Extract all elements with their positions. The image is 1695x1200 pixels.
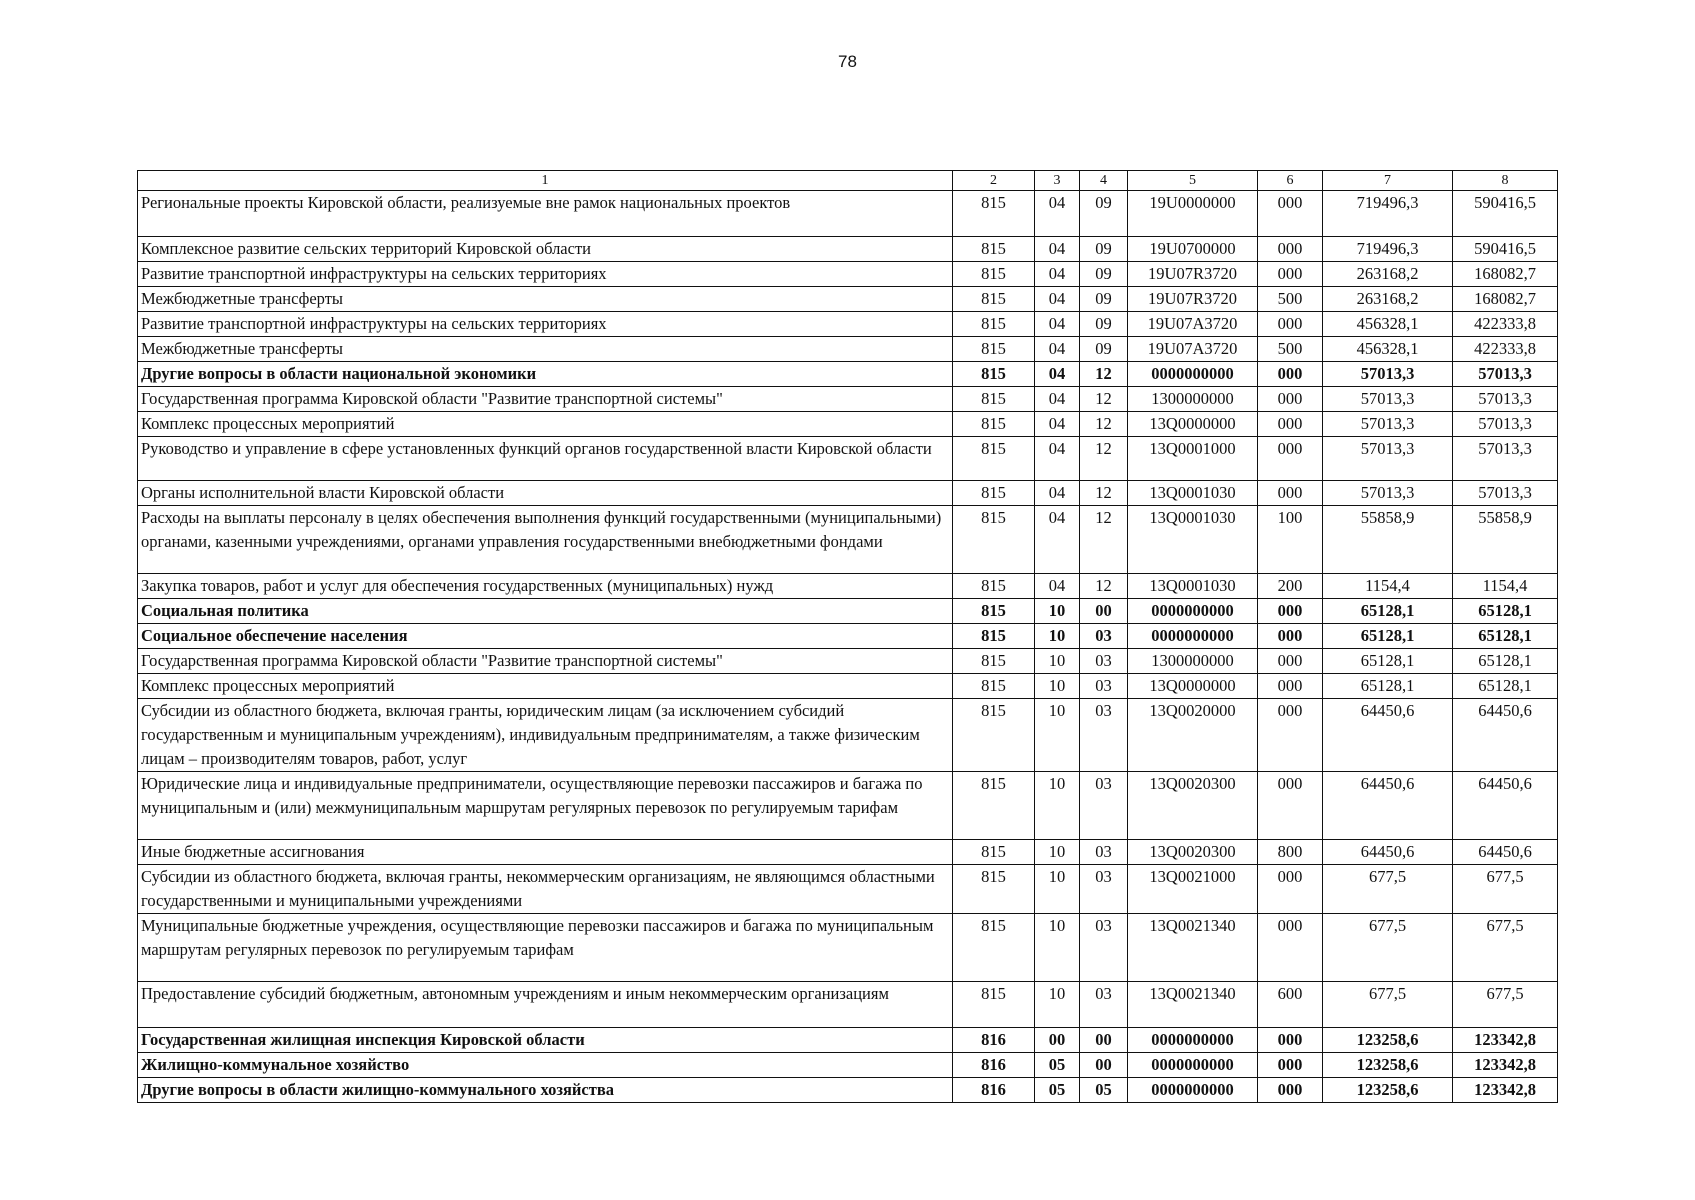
row-name-cell: Расходы на выплаты персоналу в целях обеспечения выполнения функций государственными (муниципальными) органами, казенными учреждениями, органами управления государственными внебюджетными фондами (138, 506, 953, 574)
row-amount-1-cell: 64450,6 (1323, 840, 1453, 865)
row-code-cell: 815 (953, 624, 1035, 649)
row-name-cell: Социальная политика (138, 599, 953, 624)
row-expense-type-cell: 000 (1258, 1078, 1323, 1103)
row-target-article-cell: 19U07A3720 (1128, 337, 1258, 362)
row-target-article-cell: 13Q0000000 (1128, 412, 1258, 437)
table-row (138, 337, 1558, 362)
row-amount-1-cell: 55858,9 (1323, 506, 1453, 574)
row-subsection-cell: 03 (1080, 865, 1128, 914)
row-expense-type-cell: 000 (1258, 481, 1323, 506)
header-cell: 7 (1323, 171, 1453, 191)
row-expense-type-cell: 000 (1258, 237, 1323, 262)
row-name-cell: Комплексное развитие сельских территорий Кировской области (138, 237, 953, 262)
row-amount-2-cell: 590416,5 (1453, 191, 1558, 237)
row-amount-1-cell: 263168,2 (1323, 287, 1453, 312)
row-code-cell: 815 (953, 699, 1035, 772)
row-section-cell: 04 (1035, 481, 1080, 506)
row-section-cell: 05 (1035, 1053, 1080, 1078)
table-row (138, 387, 1558, 412)
row-section-cell: 04 (1035, 191, 1080, 237)
row-amount-1-cell: 65128,1 (1323, 599, 1453, 624)
table-row (138, 914, 1558, 982)
row-name-cell: Другие вопросы в области национальной экономики (138, 362, 953, 387)
row-section-cell: 04 (1035, 362, 1080, 387)
row-name-cell: Государственная программа Кировской области "Развитие транспортной системы" (138, 387, 953, 412)
row-expense-type-cell: 500 (1258, 287, 1323, 312)
row-amount-2-cell: 64450,6 (1453, 840, 1558, 865)
row-expense-type-cell: 000 (1258, 674, 1323, 699)
row-section-cell: 10 (1035, 772, 1080, 840)
row-section-cell: 04 (1035, 262, 1080, 287)
row-subsection-cell: 12 (1080, 437, 1128, 481)
row-target-article-cell: 13Q0001030 (1128, 574, 1258, 599)
row-amount-1-cell: 57013,3 (1323, 481, 1453, 506)
row-amount-1-cell: 57013,3 (1323, 362, 1453, 387)
row-amount-2-cell: 422333,8 (1453, 337, 1558, 362)
row-name-cell: Государственная жилищная инспекция Кировской области (138, 1028, 953, 1053)
row-amount-1-cell: 263168,2 (1323, 262, 1453, 287)
row-expense-type-cell: 000 (1258, 437, 1323, 481)
row-name-cell: Иные бюджетные ассигнования (138, 840, 953, 865)
row-amount-2-cell: 64450,6 (1453, 699, 1558, 772)
row-name-cell: Руководство и управление в сфере установленных функций органов государственной власти Кировской области (138, 437, 953, 481)
row-code-cell: 815 (953, 387, 1035, 412)
row-amount-2-cell: 64450,6 (1453, 772, 1558, 840)
row-expense-type-cell: 000 (1258, 772, 1323, 840)
row-amount-1-cell: 677,5 (1323, 982, 1453, 1028)
row-section-cell: 10 (1035, 865, 1080, 914)
table-row (138, 599, 1558, 624)
row-section-cell: 10 (1035, 624, 1080, 649)
row-target-article-cell: 19U0700000 (1128, 237, 1258, 262)
row-target-article-cell: 0000000000 (1128, 1078, 1258, 1103)
row-amount-2-cell: 590416,5 (1453, 237, 1558, 262)
row-name-cell: Субсидии из областного бюджета, включая гранты, некоммерческим организациям, не являющимся областными государственными и муниципальными учреждениями (138, 865, 953, 914)
row-amount-1-cell: 123258,6 (1323, 1028, 1453, 1053)
row-target-article-cell: 1300000000 (1128, 649, 1258, 674)
row-subsection-cell: 09 (1080, 337, 1128, 362)
row-subsection-cell: 12 (1080, 506, 1128, 574)
row-name-cell: Закупка товаров, работ и услуг для обеспечения государственных (муниципальных) нужд (138, 574, 953, 599)
row-amount-2-cell: 65128,1 (1453, 599, 1558, 624)
row-code-cell: 816 (953, 1078, 1035, 1103)
row-subsection-cell: 03 (1080, 674, 1128, 699)
table-row (138, 287, 1558, 312)
budget-table (137, 170, 1558, 1103)
row-amount-1-cell: 57013,3 (1323, 412, 1453, 437)
table-body (138, 191, 1558, 1103)
table-row (138, 237, 1558, 262)
table-row (138, 262, 1558, 287)
row-amount-2-cell: 168082,7 (1453, 262, 1558, 287)
row-target-article-cell: 0000000000 (1128, 1028, 1258, 1053)
table-row (138, 699, 1558, 772)
row-section-cell: 04 (1035, 574, 1080, 599)
row-amount-2-cell: 65128,1 (1453, 674, 1558, 699)
row-name-cell: Межбюджетные трансферты (138, 287, 953, 312)
table-row (138, 412, 1558, 437)
row-name-cell: Юридические лица и индивидуальные предприниматели, осуществляющие перевозки пассажиров и багажа по муниципальным и (или) межмуниципальным маршрутам регулярных перевозок по регулируемым тарифам (138, 772, 953, 840)
row-subsection-cell: 12 (1080, 574, 1128, 599)
row-code-cell: 815 (953, 191, 1035, 237)
row-amount-2-cell: 65128,1 (1453, 649, 1558, 674)
table-row (138, 191, 1558, 237)
row-amount-2-cell: 65128,1 (1453, 624, 1558, 649)
table-row (138, 481, 1558, 506)
table-row (138, 362, 1558, 387)
row-name-cell: Развитие транспортной инфраструктуры на сельских территориях (138, 312, 953, 337)
header-cell: 5 (1128, 171, 1258, 191)
header-cell: 8 (1453, 171, 1558, 191)
row-amount-2-cell: 422333,8 (1453, 312, 1558, 337)
row-code-cell: 815 (953, 237, 1035, 262)
row-target-article-cell: 13Q0001030 (1128, 506, 1258, 574)
table-row (138, 1028, 1558, 1053)
row-amount-2-cell: 57013,3 (1453, 362, 1558, 387)
row-subsection-cell: 00 (1080, 1028, 1128, 1053)
row-subsection-cell: 09 (1080, 262, 1128, 287)
row-code-cell: 815 (953, 649, 1035, 674)
row-target-article-cell: 13Q0021340 (1128, 914, 1258, 982)
row-target-article-cell: 13Q0001030 (1128, 481, 1258, 506)
row-subsection-cell: 03 (1080, 982, 1128, 1028)
row-expense-type-cell: 000 (1258, 312, 1323, 337)
row-section-cell: 10 (1035, 599, 1080, 624)
table-row (138, 772, 1558, 840)
row-expense-type-cell: 000 (1258, 412, 1323, 437)
row-target-article-cell: 13Q0020000 (1128, 699, 1258, 772)
row-code-cell: 815 (953, 481, 1035, 506)
row-subsection-cell: 00 (1080, 599, 1128, 624)
row-amount-2-cell: 123342,8 (1453, 1028, 1558, 1053)
row-amount-1-cell: 65128,1 (1323, 649, 1453, 674)
table-row (138, 312, 1558, 337)
row-amount-1-cell: 64450,6 (1323, 699, 1453, 772)
row-target-article-cell: 13Q0001000 (1128, 437, 1258, 481)
row-target-article-cell: 0000000000 (1128, 599, 1258, 624)
row-amount-1-cell: 57013,3 (1323, 387, 1453, 412)
header-cell: 2 (953, 171, 1035, 191)
table-row (138, 506, 1558, 574)
row-section-cell: 04 (1035, 412, 1080, 437)
row-expense-type-cell: 800 (1258, 840, 1323, 865)
row-code-cell: 816 (953, 1028, 1035, 1053)
table-row (138, 437, 1558, 481)
row-subsection-cell: 03 (1080, 649, 1128, 674)
row-expense-type-cell: 000 (1258, 865, 1323, 914)
row-code-cell: 815 (953, 412, 1035, 437)
row-amount-2-cell: 168082,7 (1453, 287, 1558, 312)
row-name-cell: Жилищно-коммунальное хозяйство (138, 1053, 953, 1078)
row-target-article-cell: 0000000000 (1128, 624, 1258, 649)
row-code-cell: 816 (953, 1053, 1035, 1078)
row-amount-1-cell: 456328,1 (1323, 312, 1453, 337)
row-section-cell: 04 (1035, 337, 1080, 362)
row-expense-type-cell: 000 (1258, 1053, 1323, 1078)
row-subsection-cell: 03 (1080, 840, 1128, 865)
row-amount-1-cell: 677,5 (1323, 914, 1453, 982)
row-expense-type-cell: 600 (1258, 982, 1323, 1028)
row-expense-type-cell: 000 (1258, 624, 1323, 649)
row-amount-2-cell: 123342,8 (1453, 1053, 1558, 1078)
row-amount-1-cell: 65128,1 (1323, 624, 1453, 649)
row-expense-type-cell: 500 (1258, 337, 1323, 362)
table-row (138, 624, 1558, 649)
row-amount-2-cell: 57013,3 (1453, 437, 1558, 481)
table-header-row (138, 171, 1558, 191)
row-name-cell: Муниципальные бюджетные учреждения, осуществляющие перевозки пассажиров и багажа по муниципальным маршрутам регулярных перевозок по регулируемым тарифам (138, 914, 953, 982)
row-subsection-cell: 09 (1080, 312, 1128, 337)
header-cell: 4 (1080, 171, 1128, 191)
row-subsection-cell: 12 (1080, 362, 1128, 387)
row-name-cell: Государственная программа Кировской области "Развитие транспортной системы" (138, 649, 953, 674)
row-name-cell: Органы исполнительной власти Кировской области (138, 481, 953, 506)
row-subsection-cell: 09 (1080, 237, 1128, 262)
row-expense-type-cell: 000 (1258, 191, 1323, 237)
row-code-cell: 815 (953, 437, 1035, 481)
row-target-article-cell: 13Q0021000 (1128, 865, 1258, 914)
row-expense-type-cell: 100 (1258, 506, 1323, 574)
row-section-cell: 04 (1035, 312, 1080, 337)
row-target-article-cell: 0000000000 (1128, 362, 1258, 387)
row-subsection-cell: 03 (1080, 624, 1128, 649)
row-section-cell: 00 (1035, 1028, 1080, 1053)
row-expense-type-cell: 000 (1258, 599, 1323, 624)
table-row (138, 574, 1558, 599)
row-subsection-cell: 09 (1080, 287, 1128, 312)
row-code-cell: 815 (953, 337, 1035, 362)
row-expense-type-cell: 000 (1258, 387, 1323, 412)
row-amount-1-cell: 719496,3 (1323, 237, 1453, 262)
row-section-cell: 10 (1035, 699, 1080, 772)
row-section-cell: 10 (1035, 649, 1080, 674)
header-cell: 1 (138, 171, 953, 191)
table-row (138, 674, 1558, 699)
row-name-cell: Предоставление субсидий бюджетным, автономным учреждениям и иным некоммерческим организациям (138, 982, 953, 1028)
row-code-cell: 815 (953, 287, 1035, 312)
row-subsection-cell: 03 (1080, 914, 1128, 982)
row-target-article-cell: 13Q0020300 (1128, 772, 1258, 840)
row-name-cell: Комплекс процессных мероприятий (138, 674, 953, 699)
row-section-cell: 05 (1035, 1078, 1080, 1103)
row-amount-2-cell: 1154,4 (1453, 574, 1558, 599)
row-amount-2-cell: 57013,3 (1453, 387, 1558, 412)
row-section-cell: 10 (1035, 840, 1080, 865)
row-amount-2-cell: 677,5 (1453, 914, 1558, 982)
row-code-cell: 815 (953, 506, 1035, 574)
table-row (138, 1078, 1558, 1103)
row-subsection-cell: 09 (1080, 191, 1128, 237)
row-amount-1-cell: 123258,6 (1323, 1053, 1453, 1078)
table-row (138, 840, 1558, 865)
row-expense-type-cell: 000 (1258, 649, 1323, 674)
table-row (138, 649, 1558, 674)
row-code-cell: 815 (953, 914, 1035, 982)
row-target-article-cell: 0000000000 (1128, 1053, 1258, 1078)
row-expense-type-cell: 000 (1258, 362, 1323, 387)
row-amount-2-cell: 677,5 (1453, 982, 1558, 1028)
row-amount-1-cell: 57013,3 (1323, 437, 1453, 481)
row-code-cell: 815 (953, 982, 1035, 1028)
row-subsection-cell: 12 (1080, 481, 1128, 506)
row-expense-type-cell: 200 (1258, 574, 1323, 599)
table-row (138, 982, 1558, 1028)
row-code-cell: 815 (953, 262, 1035, 287)
row-amount-1-cell: 677,5 (1323, 865, 1453, 914)
row-code-cell: 815 (953, 674, 1035, 699)
row-expense-type-cell: 000 (1258, 262, 1323, 287)
table-row (138, 865, 1558, 914)
row-code-cell: 815 (953, 772, 1035, 840)
row-amount-1-cell: 123258,6 (1323, 1078, 1453, 1103)
row-expense-type-cell: 000 (1258, 699, 1323, 772)
row-code-cell: 815 (953, 362, 1035, 387)
row-target-article-cell: 19U07R3720 (1128, 287, 1258, 312)
row-section-cell: 04 (1035, 506, 1080, 574)
row-target-article-cell: 13Q0020300 (1128, 840, 1258, 865)
row-section-cell: 10 (1035, 982, 1080, 1028)
row-target-article-cell: 19U0000000 (1128, 191, 1258, 237)
row-amount-2-cell: 677,5 (1453, 865, 1558, 914)
row-subsection-cell: 12 (1080, 387, 1128, 412)
row-subsection-cell: 05 (1080, 1078, 1128, 1103)
row-section-cell: 10 (1035, 914, 1080, 982)
row-section-cell: 04 (1035, 237, 1080, 262)
row-subsection-cell: 03 (1080, 772, 1128, 840)
row-target-article-cell: 13Q0000000 (1128, 674, 1258, 699)
row-section-cell: 04 (1035, 437, 1080, 481)
row-amount-1-cell: 64450,6 (1323, 772, 1453, 840)
table-row (138, 1053, 1558, 1078)
row-amount-1-cell: 1154,4 (1323, 574, 1453, 599)
row-subsection-cell: 12 (1080, 412, 1128, 437)
row-target-article-cell: 13Q0021340 (1128, 982, 1258, 1028)
row-expense-type-cell: 000 (1258, 1028, 1323, 1053)
row-name-cell: Социальное обеспечение населения (138, 624, 953, 649)
page-number: 78 (838, 52, 857, 71)
row-amount-2-cell: 57013,3 (1453, 481, 1558, 506)
row-name-cell: Региональные проекты Кировской области, реализуемые вне рамок национальных проектов (138, 191, 953, 237)
row-amount-1-cell: 719496,3 (1323, 191, 1453, 237)
row-subsection-cell: 00 (1080, 1053, 1128, 1078)
row-section-cell: 04 (1035, 287, 1080, 312)
row-code-cell: 815 (953, 312, 1035, 337)
row-target-article-cell: 19U07R3720 (1128, 262, 1258, 287)
row-amount-1-cell: 65128,1 (1323, 674, 1453, 699)
row-section-cell: 04 (1035, 387, 1080, 412)
row-name-cell: Субсидии из областного бюджета, включая гранты, юридическим лицам (за исключением субсидий государственным и муниципальным учреждениям), индивидуальным предпринимателям, а также физическим лицам – производителям товаров, работ, услуг (138, 699, 953, 772)
header-cell: 6 (1258, 171, 1323, 191)
row-expense-type-cell: 000 (1258, 914, 1323, 982)
row-code-cell: 815 (953, 599, 1035, 624)
row-amount-2-cell: 123342,8 (1453, 1078, 1558, 1103)
row-name-cell: Межбюджетные трансферты (138, 337, 953, 362)
row-target-article-cell: 19U07A3720 (1128, 312, 1258, 337)
row-amount-1-cell: 456328,1 (1323, 337, 1453, 362)
row-name-cell: Комплекс процессных мероприятий (138, 412, 953, 437)
row-code-cell: 815 (953, 840, 1035, 865)
row-amount-2-cell: 57013,3 (1453, 412, 1558, 437)
row-code-cell: 815 (953, 574, 1035, 599)
row-section-cell: 10 (1035, 674, 1080, 699)
row-name-cell: Развитие транспортной инфраструктуры на сельских территориях (138, 262, 953, 287)
row-target-article-cell: 1300000000 (1128, 387, 1258, 412)
row-code-cell: 815 (953, 865, 1035, 914)
row-name-cell: Другие вопросы в области жилищно-коммунального хозяйства (138, 1078, 953, 1103)
header-cell: 3 (1035, 171, 1080, 191)
row-amount-2-cell: 55858,9 (1453, 506, 1558, 574)
row-subsection-cell: 03 (1080, 699, 1128, 772)
